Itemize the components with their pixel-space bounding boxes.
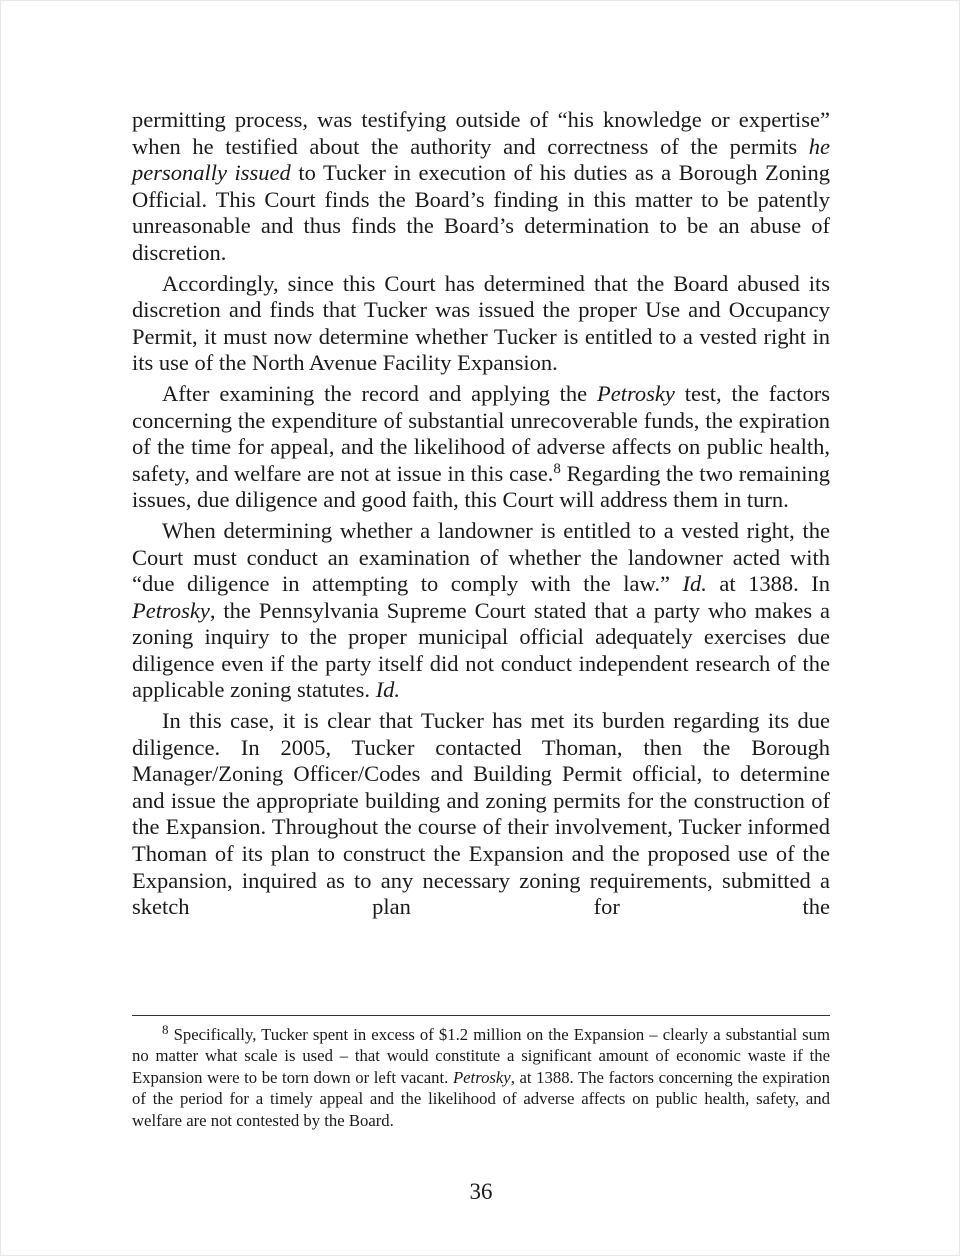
paragraph-1 bbox=[132, 107, 830, 267]
paragraph-3-text-c: test, the factors concerning the expenditure of substantial unrecoverable funds, the expiration of the time for appeal, and the likelihood of adverse affects on public health, safety, and welfare are not at issue in this case. bbox=[132, 380, 831, 486]
footnote-text-a: Specifically, Tucker spent in excess of $1.2 million on the Expansion – clearly a substantial sum no matter what scale is used – that would constitute a significant amount of economic waste if the Expansion were to be torn down or left vacant. bbox=[132, 1025, 830, 1087]
footnote-divider bbox=[132, 1015, 830, 1016]
paragraph-3-text-a: After examining the record and applying the bbox=[162, 380, 598, 406]
footnote-case-name: Petrosky bbox=[452, 1067, 511, 1087]
page-number: 36 bbox=[469, 1179, 493, 1204]
paragraph-5 bbox=[132, 708, 830, 921]
paragraph-4-text-c: at 1388. In bbox=[706, 571, 830, 597]
paragraph-4-citation-id-end: Id. bbox=[375, 677, 401, 703]
paragraph-5-text: In this case, it is clear that Tucker has met its burden regarding its due diligence. In 2005, Tucker contacted Thoman, then the Borough Manager/Zoning Officer/Codes and Building Permit official, to determine and issue the appropriate building and zoning permits for the construction of the Expansion. Throughout the course of their involvement, Tucker informed Thoman of its plan to construct the Expansion and the proposed use of the Expansion, inquired as to any necessary zoning requirements, submitted a sketch plan for the bbox=[132, 708, 830, 920]
footnote-reference[interactable]: 8 bbox=[553, 460, 561, 477]
footnote-number: 8 bbox=[162, 1022, 169, 1037]
body-text bbox=[132, 107, 830, 921]
paragraph-3-text-d: Regarding the two remaining issues, due diligence and good faith, this Court will address them in turn. bbox=[132, 460, 831, 513]
paragraph-1-text-c: to Tucker in execution of his duties as a Borough Zoning Official. This Court finds the Board’s finding in this matter to be patently unreasonable and thus finds the Board’s determination to be an abuse of discretion. bbox=[132, 160, 830, 265]
paragraph-2-text: Accordingly, since this Court has determined that the Board abused its discretion and finds that Tucker was issued the proper Use and Occupancy Permit, it must now determine whether Tucker is entitled to a vested right in its use of the North Avenue Facility Expansion. bbox=[132, 270, 830, 376]
footnote-text-c: , at 1388. The factors concerning the expiration of the period for a timely appeal and the likelihood of adverse affects on public health, safety, and welfare are not contested by the Board. bbox=[132, 1067, 830, 1130]
paragraph-1-italic-phrase: he personally issued bbox=[132, 133, 830, 186]
paragraph-3-case-name: Petrosky bbox=[597, 380, 675, 406]
paragraph-4-text-a: When determining whether a landowner is entitled to a vested right, the Court must conduct an examination of whether the landowner acted with “due diligence in attempting to comply with the law.” bbox=[132, 517, 830, 597]
paragraph-1-text-a: permitting process, was testifying outside of “his knowledge or expertise” when he testified about the authority and correctness of the permits bbox=[132, 107, 830, 159]
paragraph-4-text-e: , the Pennsylvania Supreme Court stated that a party who makes a zoning inquiry to the proper municipal official adequately exercises due diligence even if the party itself did not conduct independent research of the applicable zoning statutes. bbox=[132, 597, 830, 703]
paragraph-4 bbox=[132, 518, 830, 704]
paragraph-2 bbox=[132, 271, 830, 377]
footnote-8 bbox=[132, 1024, 830, 1131]
paragraph-3 bbox=[132, 381, 830, 514]
paragraph-4-case-name: Petrosky bbox=[132, 597, 210, 623]
paragraph-4-citation-id: Id. bbox=[682, 571, 707, 597]
